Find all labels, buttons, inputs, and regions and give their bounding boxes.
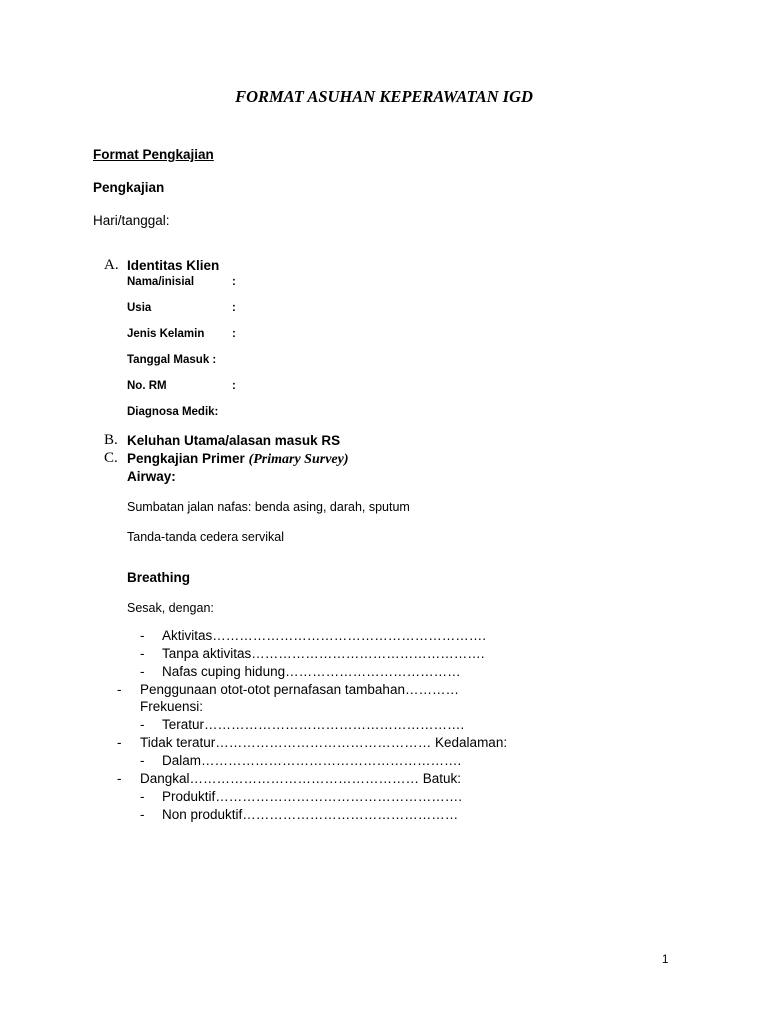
field-jenis-kelamin-colon: : bbox=[232, 328, 236, 340]
section-c-heading-text: Pengkajian Primer bbox=[127, 451, 245, 466]
field-nama-colon: : bbox=[232, 276, 236, 288]
airway-heading: Airway: bbox=[127, 469, 176, 484]
list-item-produktif: Produktif………………………………………………. bbox=[162, 789, 463, 804]
format-pengkajian-heading: Format Pengkajian bbox=[93, 147, 214, 162]
field-tanggal-masuk-label: Tanggal Masuk : bbox=[127, 354, 217, 366]
field-diagnosa-label: Diagnosa Medik: bbox=[127, 406, 219, 418]
airway-item-sumbatan: Sumbatan jalan nafas: benda asing, darah, sputum bbox=[127, 500, 410, 514]
breathing-heading: Breathing bbox=[127, 570, 191, 585]
section-c-heading bbox=[127, 451, 349, 468]
list-item-dangkal: Dangkal…………………………………………… Batuk: bbox=[140, 771, 462, 786]
list-item-tanpa-aktivitas: Tanpa aktivitas……………………………………………. bbox=[162, 646, 485, 661]
list-item-penggunaan-otot: Penggunaan otot-otot pernafasan tambahan………… bbox=[140, 682, 459, 697]
section-c-letter: C. bbox=[104, 450, 118, 466]
list-item-non-produktif: Non produktif………………………………………… bbox=[162, 807, 459, 822]
list-item-aktivitas: Aktivitas……………………………………………………. bbox=[162, 628, 487, 643]
field-usia-colon: : bbox=[232, 302, 236, 314]
section-b-heading: Keluhan Utama/alasan masuk RS bbox=[127, 433, 341, 448]
section-b-letter: B. bbox=[104, 432, 118, 448]
field-usia-label: Usia bbox=[127, 302, 152, 314]
list-item-nafas-cuping: Nafas cuping hidung………………………………… bbox=[162, 664, 461, 679]
hari-tanggal-label: Hari/tanggal: bbox=[93, 213, 170, 228]
field-nama-label: Nama/inisial bbox=[127, 276, 195, 288]
sesak-label: Sesak, dengan: bbox=[127, 601, 214, 615]
document-title: FORMAT ASUHAN KEPERAWATAN IGD bbox=[235, 87, 533, 106]
field-jenis-kelamin-label: Jenis Kelamin bbox=[127, 328, 205, 340]
section-c-heading-italic: (Primary Survey) bbox=[248, 452, 349, 467]
list-dash: - bbox=[117, 735, 122, 750]
list-dash: - bbox=[140, 628, 145, 643]
list-dash: - bbox=[117, 682, 122, 697]
list-dash: - bbox=[140, 664, 145, 679]
airway-item-servikal: Tanda-tanda cedera servikal bbox=[127, 530, 285, 544]
section-a-heading: Identitas Klien bbox=[127, 258, 220, 273]
list-item-tidak-teratur: Tidak teratur………………………………………… Kedalaman: bbox=[140, 735, 508, 750]
list-dash: - bbox=[140, 807, 145, 822]
field-no-rm-label: No. RM bbox=[127, 380, 167, 392]
section-a-letter: A. bbox=[104, 257, 119, 273]
field-no-rm-colon: : bbox=[232, 380, 236, 392]
pengkajian-heading: Pengkajian bbox=[93, 180, 165, 195]
list-item-dalam: Dalam…………………………………………………. bbox=[162, 753, 462, 768]
page-number: 1 bbox=[662, 954, 669, 966]
list-item-frekuensi: Frekuensi: bbox=[140, 699, 204, 714]
list-dash: - bbox=[117, 771, 122, 786]
list-dash: - bbox=[140, 646, 145, 661]
list-dash: - bbox=[140, 717, 145, 732]
list-dash: - bbox=[140, 789, 145, 804]
list-dash: - bbox=[140, 753, 145, 768]
list-item-teratur: Teratur…………………………………………………. bbox=[162, 717, 465, 732]
